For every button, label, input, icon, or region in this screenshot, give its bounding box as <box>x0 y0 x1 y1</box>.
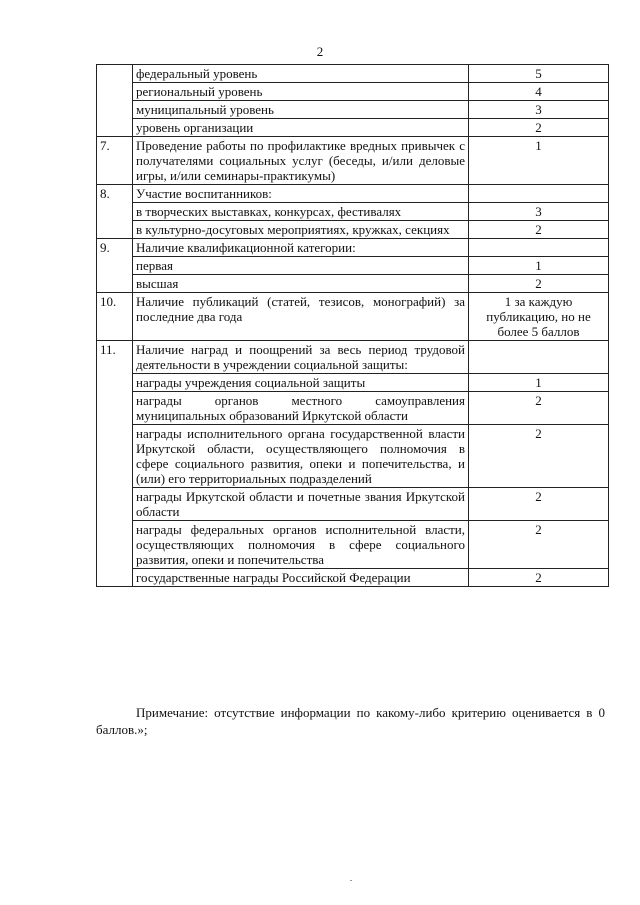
criterion-cell: муниципальный уровень <box>133 101 469 119</box>
row-number: 9. <box>97 239 133 257</box>
table-row <box>97 374 609 392</box>
criterion-cell: первая <box>133 257 469 275</box>
table-row <box>97 221 609 239</box>
table-row <box>97 521 609 569</box>
row-number <box>97 488 133 521</box>
table-row <box>97 293 609 341</box>
score-cell: 2 <box>469 392 609 425</box>
criterion-cell: награды федеральных органов исполнительной власти, осуществляющих полномочия в сфере социального развития, опеки и попечительства <box>133 521 469 569</box>
criterion-cell: награды органов местного самоуправления муниципальных образований Иркутской области <box>133 392 469 425</box>
table-row <box>97 185 609 203</box>
criterion-cell: федеральный уровень <box>133 65 469 83</box>
row-number <box>97 257 133 275</box>
score-cell: 2 <box>469 521 609 569</box>
table-row <box>97 137 609 185</box>
score-cell: 1 <box>469 257 609 275</box>
scan-speck <box>350 880 352 881</box>
table-row <box>97 425 609 488</box>
row-number <box>97 374 133 392</box>
row-number <box>97 119 133 137</box>
criterion-cell: уровень организации <box>133 119 469 137</box>
score-cell: 2 <box>469 425 609 488</box>
criterion-cell: Проведение работы по профилактике вредных привычек с получателями социальных услуг (беседы, и/или деловые игры, и/или семинары-практикумы) <box>133 137 469 185</box>
criterion-cell: Наличие наград и поощрений за весь период трудовой деятельности в учреждении социальной защиты: <box>133 341 469 374</box>
criterion-cell: награды Иркутской области и почетные звания Иркутской области <box>133 488 469 521</box>
score-cell: 1 <box>469 137 609 185</box>
score-cell: 1 <box>469 374 609 392</box>
row-number <box>97 203 133 221</box>
score-cell: 2 <box>469 569 609 587</box>
row-number <box>97 275 133 293</box>
row-number <box>97 221 133 239</box>
criterion-cell: награды исполнительного органа государственной власти Иркутской области, осуществляющего полномочия в сфере социального развития, опеки и попечительства, и (или) его территориальных подразделений <box>133 425 469 488</box>
page-number: 2 <box>316 44 324 59</box>
criterion-cell: региональный уровень <box>133 83 469 101</box>
row-number: 10. <box>97 293 133 341</box>
table-row <box>97 65 609 83</box>
row-number <box>97 83 133 101</box>
criterion-cell: Наличие публикаций (статей, тезисов, монографий) за последние два года <box>133 293 469 341</box>
criteria-table <box>96 64 609 587</box>
score-cell: 3 <box>469 203 609 221</box>
row-number <box>97 521 133 569</box>
score-cell: 1 за каждую публикацию, но не более 5 баллов <box>469 293 609 341</box>
criterion-cell: высшая <box>133 275 469 293</box>
table-row <box>97 119 609 137</box>
score-cell: 2 <box>469 221 609 239</box>
row-number: 8. <box>97 185 133 203</box>
score-cell: 2 <box>469 119 609 137</box>
row-number: 11. <box>97 341 133 374</box>
table-row <box>97 257 609 275</box>
row-number <box>97 65 133 83</box>
row-number: 7. <box>97 137 133 185</box>
row-number <box>97 425 133 488</box>
score-cell: 2 <box>469 275 609 293</box>
row-number <box>97 101 133 119</box>
criterion-cell: государственные награды Российской Федерации <box>133 569 469 587</box>
score-cell: 3 <box>469 101 609 119</box>
criterion-cell: Участие воспитанников: <box>133 185 469 203</box>
score-cell <box>469 341 609 374</box>
table-row <box>97 341 609 374</box>
table-row <box>97 203 609 221</box>
score-cell <box>469 185 609 203</box>
footnote-note: Примечание: отсутствие информации по какому-либо критерию оценивается в 0 баллов.»; <box>96 705 605 737</box>
table-row <box>97 569 609 587</box>
table-row <box>97 101 609 119</box>
table-row <box>97 239 609 257</box>
criterion-cell: в творческих выставках, конкурсах, фестивалях <box>133 203 469 221</box>
criterion-cell: награды учреждения социальной защиты <box>133 374 469 392</box>
score-cell <box>469 239 609 257</box>
table-row <box>97 275 609 293</box>
row-number <box>97 569 133 587</box>
criterion-cell: Наличие квалификационной категории: <box>133 239 469 257</box>
score-cell: 2 <box>469 488 609 521</box>
table-row <box>97 83 609 101</box>
row-number <box>97 392 133 425</box>
score-cell: 4 <box>469 83 609 101</box>
table-row <box>97 392 609 425</box>
criterion-cell: в культурно-досуговых мероприятиях, кружках, секциях <box>133 221 469 239</box>
score-cell: 5 <box>469 65 609 83</box>
table-row <box>97 488 609 521</box>
